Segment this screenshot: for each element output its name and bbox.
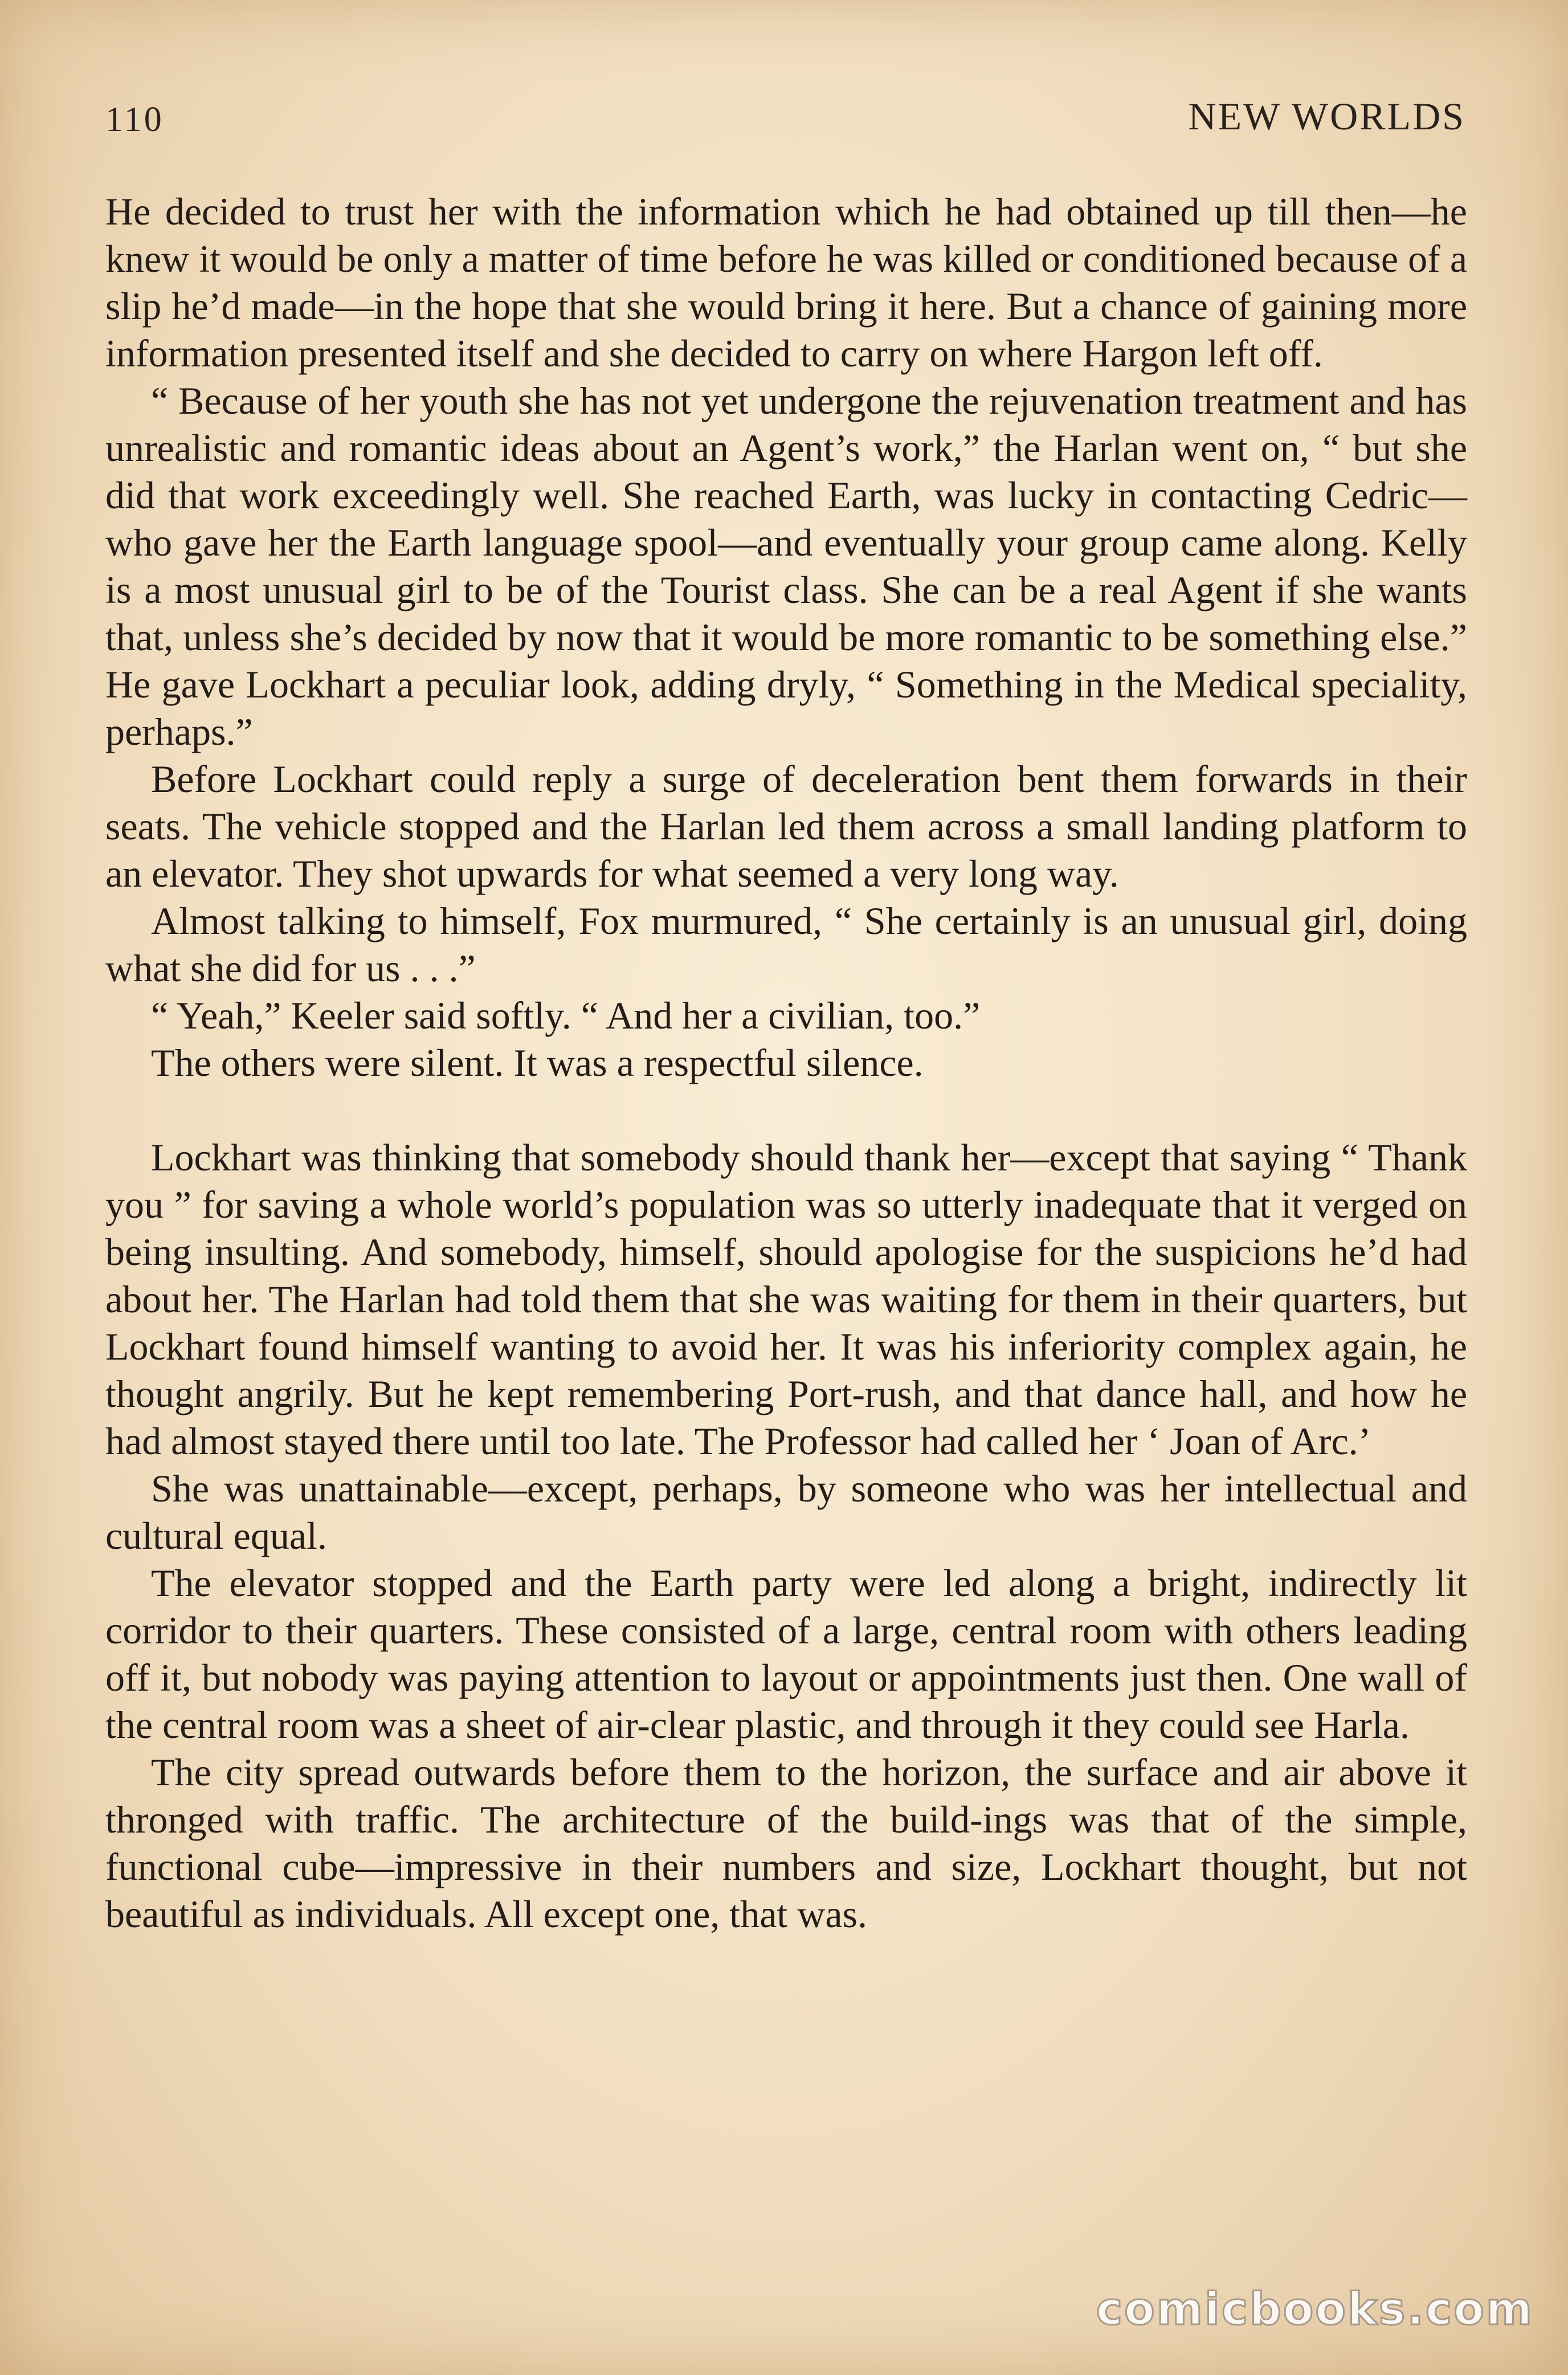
paragraph: Almost talking to himself, Fox murmured, “ She certainly is an unusual girl, doing what she did for us . . .” — [105, 899, 1467, 990]
paragraph: She was unattainable—except, perhaps, by someone who was her intellectual and cultural equal. — [105, 1467, 1467, 1557]
page-header — [105, 94, 1465, 145]
paragraph: Before Lockhart could reply a surge of deceleration bent them forwards in their seats. The vehicle stopped and the Harlan led them across a small landing platform to an elevator. They shot upwards for what seemed a very long way. — [105, 757, 1467, 895]
watermark-logo: comicbooks.com — [1096, 2284, 1534, 2335]
section-break — [105, 1087, 1467, 1134]
paragraph: Lockhart was thinking that somebody should thank her—except that saying “ Thank you ” for saving a whole world’s population was so utterly inadequate that it verged on being insulting. And somebody, himself, should apologise for the suspicions he’d had about her. The Harlan had told them that she was waiting for them in their quarters, but Lockhart found himself wanting to avoid her. It was his inferiority complex again, he thought angrily. But he kept remembering Port-rush, and that dance hall, and how he had almost stayed there until too late. The Professor had called her ‘ Joan of Arc.’ — [105, 1136, 1467, 1463]
paragraph: He decided to trust her with the information which he had obtained up till then—he knew it would be only a matter of time before he was killed or conditioned because of a slip he’d made—in the hope that she would bring it here. But a chance of gaining more information presented itself and she decided to carry on where Hargon left off. — [105, 190, 1467, 375]
running-head: NEW WORLDS — [1188, 95, 1465, 138]
paragraph: “ Because of her youth she has not yet undergone the rejuvenation treatment and has unrealistic and romantic ideas about an Agent’s work,” the Harlan went on, “ but she did that work exceedingly well. She reached Earth, was lucky in contacting Cedric—who gave her the Earth language spool—and eventually your group came along. Kelly is a most unusual girl to be of the Tourist class. She can be a real Agent if she wants that, unless she’s decided by now that it would be more romantic to be something else.” He gave Lockhart a peculiar look, adding dryly, “ Something in the Medical speciality, perhaps.” — [105, 379, 1467, 753]
body-text — [105, 188, 1467, 1938]
paragraph: “ Yeah,” Keeler said softly. “ And her a civilian, too.” — [151, 994, 981, 1037]
paragraph: The others were silent. It was a respectful silence. — [151, 1041, 924, 1084]
paragraph: The elevator stopped and the Earth party were led along a bright, indirectly lit corridor to their quarters. These consisted of a large, central room with others leading off it, but nobody was paying attention to layout or appointments just then. One wall of the central room was a sheet of air-clear plastic, and through it they could see Harla. — [105, 1561, 1467, 1746]
paragraph: The city spread outwards before them to the horizon, the surface and air above it thronged with traffic. The architecture of the build-ings was that of the simple, functional cube—impressive in their numbers and size, Lockhart thought, but not beautiful as individuals. All except one, that was. — [105, 1750, 1467, 1936]
page-number: 110 — [105, 100, 164, 139]
